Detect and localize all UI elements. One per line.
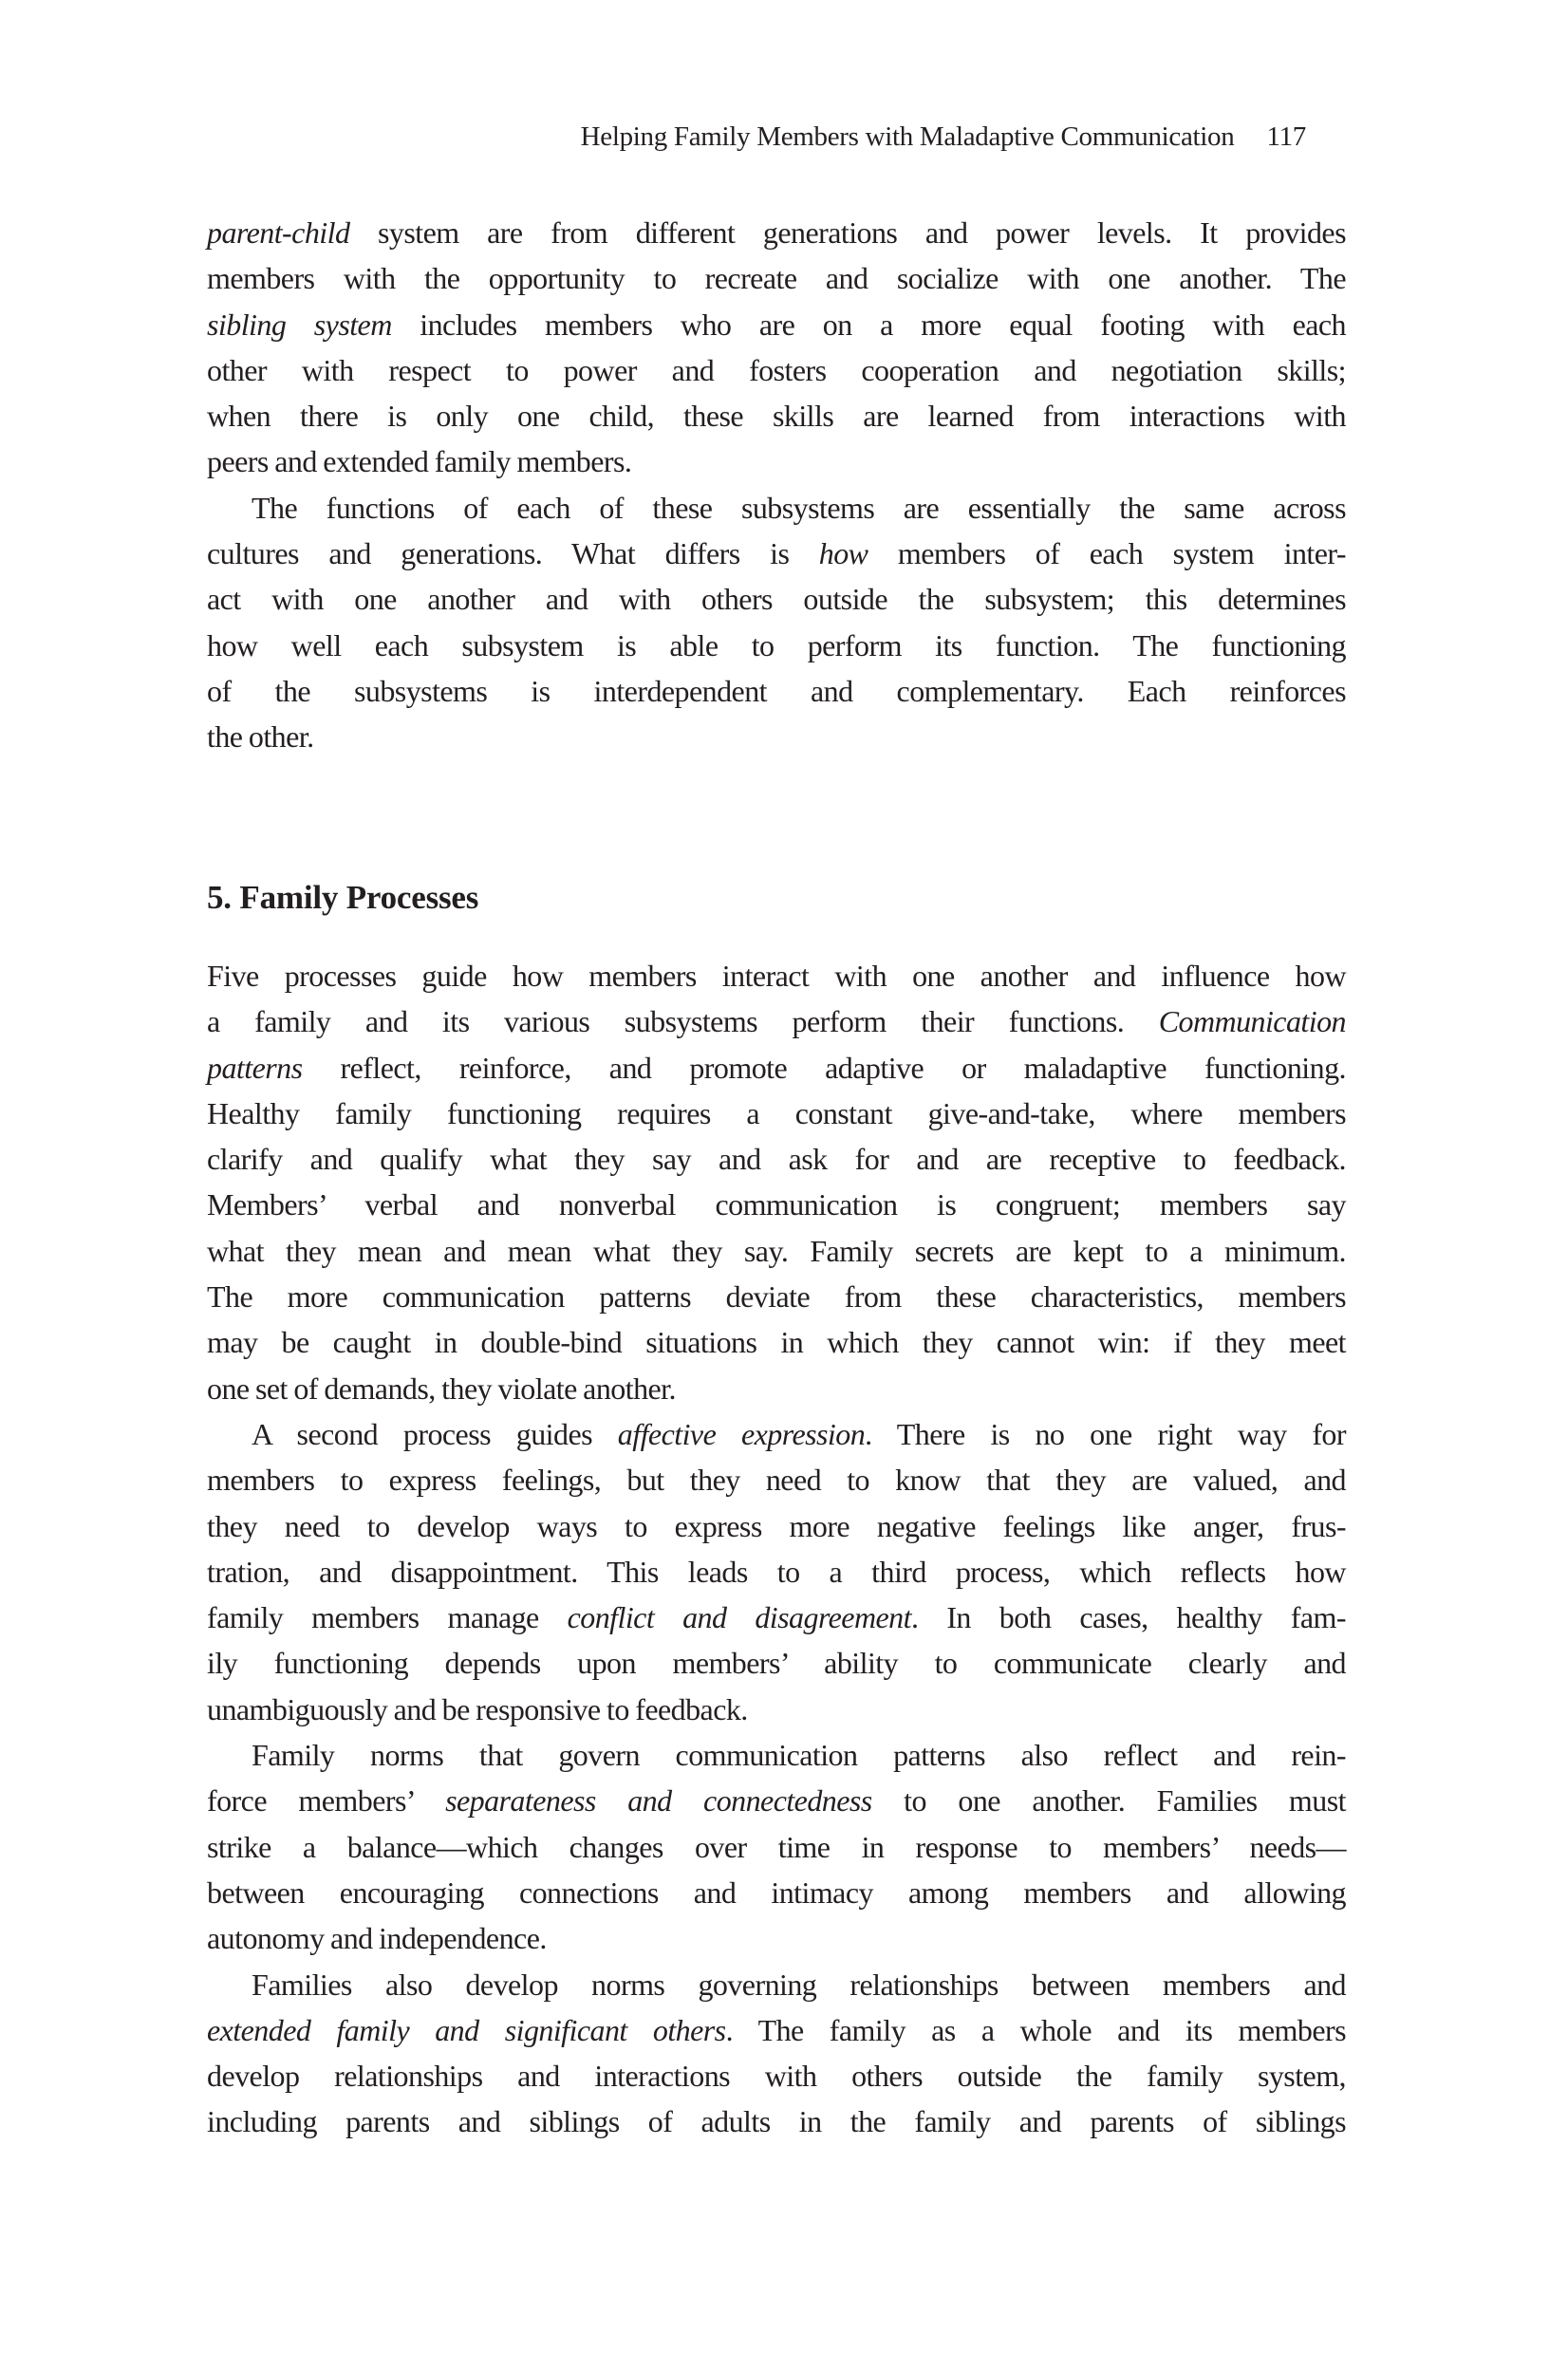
- text-run: Family norms that govern communication patterns also reflect and rein-: [252, 1738, 1346, 1773]
- text-line: [207, 1549, 1346, 1595]
- italic-term: Communication: [1158, 1004, 1346, 1039]
- text-line: [207, 2053, 1346, 2099]
- text-run: between encouraging connections and intimacy among members and allowing: [207, 1875, 1346, 1910]
- text-run: unambiguously and be responsive to feedback.: [207, 1691, 748, 1726]
- text-line: [207, 1687, 1346, 1732]
- text-line: [207, 1503, 1346, 1549]
- text-line: [207, 1045, 1346, 1091]
- text-run: system are from different generations and power levels. It provides: [349, 215, 1346, 250]
- text-line: [207, 438, 1346, 484]
- text-run: . The family as a whole and its members: [725, 2012, 1346, 2047]
- text-line: [207, 1457, 1346, 1502]
- text-run: how well each subsystem is able to perform its function. The functioning: [207, 627, 1346, 662]
- text-run: . There is no one right way for: [865, 1416, 1346, 1451]
- text-line: [207, 1091, 1346, 1136]
- paragraph: [207, 1411, 1346, 1732]
- text-line: [207, 2099, 1346, 2144]
- text-run: clarify and qualify what they say and ask for and are receptive to feedback.: [207, 1142, 1346, 1177]
- text-line: [207, 531, 1346, 576]
- family-processes-body: [207, 953, 1346, 2145]
- text-line: [207, 1274, 1346, 1319]
- text-run: A second process guides: [252, 1416, 618, 1451]
- paragraph: [207, 1732, 1346, 1961]
- page-number: 117: [1266, 121, 1306, 152]
- text-run: a family and its various subsystems perform their functions.: [207, 1004, 1159, 1039]
- paragraph: [207, 210, 1346, 485]
- italic-term: patterns: [207, 1050, 303, 1085]
- text-line: [207, 1136, 1346, 1182]
- text-run: cultures and generations. What differs is: [207, 536, 819, 571]
- running-head-title: Helping Family Members with Maladaptive Communication: [580, 121, 1235, 152]
- text-line: [207, 1595, 1346, 1640]
- text-line: [207, 1778, 1346, 1823]
- section-heading: 5. Family Processes: [207, 879, 479, 917]
- text-line: [207, 485, 1346, 531]
- text-line: [207, 2007, 1346, 2053]
- text-line: [207, 302, 1346, 347]
- text-line: [207, 210, 1346, 255]
- text-line: [207, 1732, 1346, 1778]
- italic-term: extended family and significant others: [207, 2012, 726, 2047]
- running-head: [475, 121, 1306, 153]
- text-line: [207, 1182, 1346, 1227]
- text-run: reflect, reinforce, and promote adaptive or maladaptive functioning.: [302, 1050, 1346, 1085]
- text-line: [207, 393, 1346, 438]
- text-run: peers and extended family members.: [207, 444, 632, 479]
- text-run: when there is only one child, these skills are learned from interactions with: [207, 399, 1346, 434]
- text-run: tration, and disappointment. This leads to a third process, which reflects how: [207, 1554, 1346, 1589]
- text-run: . In both cases, healthy fam-: [910, 1600, 1346, 1635]
- text-line: [207, 623, 1346, 668]
- text-line: [207, 1915, 1346, 1961]
- text-run: develop relationships and interactions with others outside the family system,: [207, 2059, 1346, 2094]
- text-run: the other.: [207, 719, 314, 755]
- text-run: they need to develop ways to express more negative feelings like anger, frus-: [207, 1508, 1346, 1543]
- text-run: members of each system inter-: [868, 536, 1346, 571]
- text-line: [207, 1411, 1346, 1457]
- text-line: [207, 668, 1346, 714]
- paragraph: [207, 1962, 1346, 2145]
- text-run: other with respect to power and fosters cooperation and negotiation skills;: [207, 352, 1346, 387]
- italic-term: how: [818, 536, 868, 571]
- text-run: may be caught in double-bind situations in which they cannot win: if they meet: [207, 1325, 1346, 1360]
- text-line: [207, 1319, 1346, 1365]
- text-run: Healthy family functioning requires a constant give-and-take, where members: [207, 1095, 1346, 1130]
- text-run: Five processes guide how members interact with one another and influence how: [207, 959, 1346, 993]
- paragraph: [207, 485, 1346, 760]
- text-run: what they mean and mean what they say. Family secrets are kept to a minimum.: [207, 1233, 1346, 1268]
- text-line: [207, 255, 1346, 301]
- text-run: family members manage: [207, 1600, 568, 1635]
- text-line: [207, 1870, 1346, 1915]
- text-run: includes members who are on a more equal footing with each: [391, 307, 1346, 342]
- text-run: The more communication patterns deviate from these characteristics, members: [207, 1279, 1346, 1315]
- text-run: members to express feelings, but they need to know that they are valued, and: [207, 1463, 1346, 1498]
- text-run: of the subsystems is interdependent and complementary. Each reinforces: [207, 673, 1346, 708]
- text-run: strike a balance—which changes over time in response to members’ needs—: [207, 1829, 1346, 1864]
- text-line: [207, 1824, 1346, 1870]
- text-run: to one another. Families must: [871, 1783, 1346, 1819]
- text-run: force members’: [207, 1783, 446, 1819]
- text-run: Members’ verbal and nonverbal communication is congruent; members say: [207, 1187, 1346, 1222]
- text-line: [207, 714, 1346, 759]
- italic-term: affective expression: [617, 1416, 866, 1451]
- text-run: ily functioning depends upon members’ ability to communicate clearly and: [207, 1646, 1346, 1681]
- top-section-body: [207, 210, 1346, 760]
- text-run: The functions of each of these subsystems are essentially the same across: [252, 490, 1346, 525]
- text-run: Families also develop norms governing relationships between members and: [252, 1967, 1346, 2002]
- text-line: [207, 576, 1346, 622]
- italic-term: parent-child: [207, 215, 350, 250]
- text-line: [207, 1366, 1346, 1411]
- italic-term: separateness and connectedness: [445, 1783, 872, 1819]
- text-run: one set of demands, they violate another.: [207, 1371, 676, 1406]
- italic-term: conflict and disagreement: [567, 1600, 911, 1635]
- text-run: act with one another and with others outside the subsystem; this determines: [207, 582, 1346, 617]
- paragraph: [207, 953, 1346, 1411]
- text-run: autonomy and independence.: [207, 1921, 547, 1956]
- text-line: [207, 953, 1346, 998]
- text-line: [207, 1962, 1346, 2007]
- italic-term: sibling system: [207, 307, 392, 342]
- text-line: [207, 1228, 1346, 1274]
- text-line: [207, 998, 1346, 1044]
- text-line: [207, 1640, 1346, 1686]
- text-line: [207, 347, 1346, 393]
- text-run: including parents and siblings of adults in the family and parents of siblings: [207, 2104, 1346, 2139]
- text-run: members with the opportunity to recreate and socialize with one another. The: [207, 261, 1346, 296]
